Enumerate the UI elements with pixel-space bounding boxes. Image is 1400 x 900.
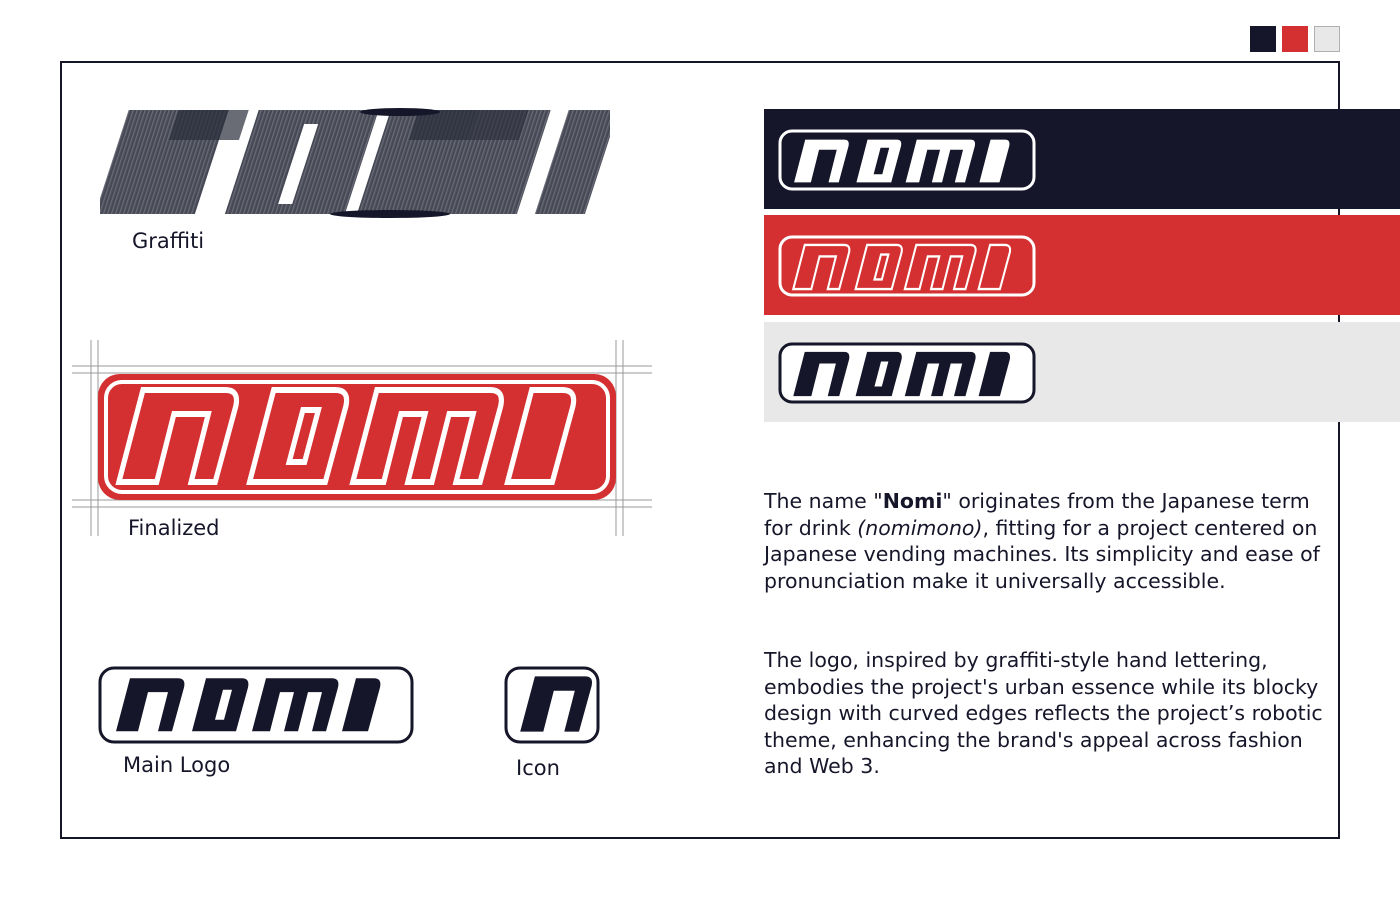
swatch-light-gray xyxy=(1314,26,1340,52)
description-paragraph-1: The name "Nomi" originates from the Japanese term for drink (nomimono), fitting for a project centered on Japanese vending machines. Its simplicity and ease of pronunciation make it universally accessible. xyxy=(764,489,1320,593)
description-paragraph-2: The logo, inspired by graffiti-style hand lettering, embodies the project's urban essence while its blocky design with curved edges reflects the project’s robotic theme, enhancing the brand's appeal across fashion and Web 3. xyxy=(764,648,1323,778)
logo-band-navy xyxy=(764,109,1400,209)
graffiti-logo-sketch xyxy=(100,106,610,218)
caption-finalized: Finalized xyxy=(128,516,220,540)
finalized-logo xyxy=(72,340,652,536)
caption-main-logo: Main Logo xyxy=(123,753,231,777)
icon-logo xyxy=(504,666,600,744)
brand-name: Nomi xyxy=(882,489,943,513)
swatch-red xyxy=(1282,26,1308,52)
main-logo xyxy=(98,666,414,744)
caption-icon: Icon xyxy=(516,756,560,780)
logo-band-red xyxy=(764,215,1400,315)
caption-graffiti: Graffiti xyxy=(132,229,205,253)
swatch-navy xyxy=(1250,26,1276,52)
logo-band-light-gray xyxy=(764,322,1400,422)
japanese-term: (nomimono) xyxy=(857,515,983,540)
